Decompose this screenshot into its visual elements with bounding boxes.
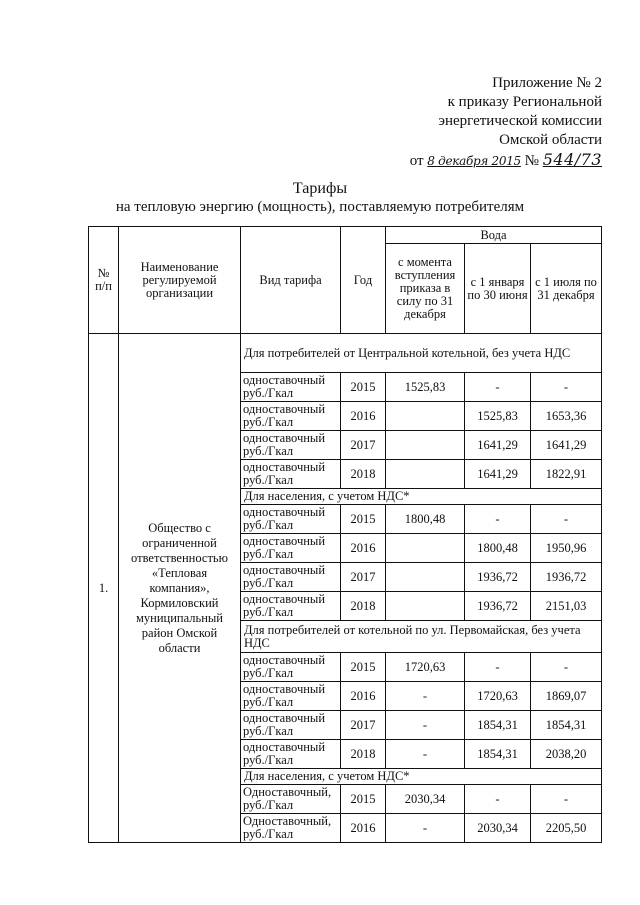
period-1-cell: 1720,63 — [386, 653, 465, 682]
year-cell: 2016 — [341, 402, 386, 431]
period-3-cell: 2205,50 — [531, 814, 602, 843]
period-1-cell: 1525,83 — [386, 373, 465, 402]
period-1-cell — [386, 402, 465, 431]
year-cell: 2015 — [341, 505, 386, 534]
section-title: Для потребителей от котельной по ул. Первомайская, без учета НДС — [241, 621, 602, 653]
order-prefix: от — [409, 153, 424, 169]
tariff-cell: одноставочный руб./Гкал — [241, 653, 341, 682]
year-cell: 2015 — [341, 653, 386, 682]
period-3-cell: 1854,31 — [531, 711, 602, 740]
section-title: Для населения, с учетом НДС* — [241, 769, 602, 785]
year-cell: 2018 — [341, 460, 386, 489]
tariff-cell: Одноставочный, руб./Гкал — [241, 785, 341, 814]
period-3-cell: 2151,03 — [531, 592, 602, 621]
period-1-cell: 1800,48 — [386, 505, 465, 534]
section-title: Для населения, с учетом НДС* — [241, 489, 602, 505]
period-1-cell: - — [386, 814, 465, 843]
tariff-cell: одноставочный руб./Гкал — [241, 563, 341, 592]
period-1-cell — [386, 563, 465, 592]
period-1-cell — [386, 460, 465, 489]
period-2-cell: 1936,72 — [465, 563, 531, 592]
header-org: Наименование регулируемой организации — [119, 227, 241, 334]
header-period-1: с момента вступления приказа в силу по 31 декабря — [386, 244, 465, 334]
period-2-cell: 1936,72 — [465, 592, 531, 621]
table-body — [89, 334, 602, 843]
period-3-cell: 1936,72 — [531, 563, 602, 592]
tariff-cell: одноставочный руб./Гкал — [241, 373, 341, 402]
header-period-3: с 1 июля по 31 декабря — [531, 244, 602, 334]
period-3-cell: 1950,96 — [531, 534, 602, 563]
header-num: № п/п — [89, 227, 119, 334]
organization-name: Общество с ограниченной ответственностью «Тепловая компания», Кормиловский муниципальный район Омской области — [119, 334, 241, 843]
year-cell: 2015 — [341, 785, 386, 814]
section-header-row — [89, 334, 602, 373]
tariff-table — [88, 226, 602, 843]
period-2-cell: - — [465, 785, 531, 814]
period-1-cell: - — [386, 740, 465, 769]
period-3-cell: 1822,91 — [531, 460, 602, 489]
tariff-cell: одноставочный руб./Гкал — [241, 505, 341, 534]
period-2-cell: 2030,34 — [465, 814, 531, 843]
period-2-cell: 1641,29 — [465, 460, 531, 489]
document-title: Тарифы — [292, 180, 348, 197]
tariff-cell: одноставочный руб./Гкал — [241, 592, 341, 621]
period-3-cell: 1653,36 — [531, 402, 602, 431]
tariff-cell: одноставочный руб./Гкал — [241, 460, 341, 489]
period-1-cell — [386, 534, 465, 563]
period-3-cell: 1869,07 — [531, 682, 602, 711]
order-number-handwritten: 544/73 — [542, 150, 602, 169]
period-1-cell: 2030,34 — [386, 785, 465, 814]
year-cell: 2016 — [341, 534, 386, 563]
year-cell: 2018 — [341, 592, 386, 621]
year-cell: 2017 — [341, 711, 386, 740]
tariff-cell: одноставочный руб./Гкал — [241, 682, 341, 711]
appendix-header — [410, 74, 602, 171]
appendix-line: Приложение № 2 — [492, 75, 602, 91]
period-2-cell: 1525,83 — [465, 402, 531, 431]
tariff-cell: одноставочный руб./Гкал — [241, 402, 341, 431]
appendix-line: энергетической комиссии — [438, 113, 602, 129]
period-1-cell: - — [386, 682, 465, 711]
period-2-cell: - — [465, 653, 531, 682]
section-title: Для потребителей от Центральной котельной, без учета НДС — [241, 334, 602, 373]
tariff-cell: одноставочный руб./Гкал — [241, 534, 341, 563]
document-subtitle: на тепловую энергию (мощность), поставляемую потребителям — [115, 199, 525, 215]
order-date-handwritten: 8 декабря 2015 — [427, 154, 521, 168]
period-2-cell: 1854,31 — [465, 711, 531, 740]
period-2-cell: 1720,63 — [465, 682, 531, 711]
tariff-cell: одноставочный руб./Гкал — [241, 711, 341, 740]
period-2-cell: - — [465, 505, 531, 534]
appendix-line: к приказу Региональной — [447, 94, 602, 110]
order-number-label: № — [524, 153, 539, 169]
period-2-cell: 1641,29 — [465, 431, 531, 460]
year-cell: 2016 — [341, 682, 386, 711]
year-cell: 2015 — [341, 373, 386, 402]
year-cell: 2018 — [341, 740, 386, 769]
tariff-cell: одноставочный руб./Гкал — [241, 740, 341, 769]
period-3-cell: - — [531, 373, 602, 402]
period-1-cell — [386, 592, 465, 621]
period-1-cell — [386, 431, 465, 460]
period-3-cell: - — [531, 785, 602, 814]
appendix-line: Омской области — [499, 132, 602, 148]
year-cell: 2017 — [341, 563, 386, 592]
tariff-cell: одноставочный руб./Гкал — [241, 431, 341, 460]
order-reference — [410, 150, 602, 171]
period-3-cell: 1641,29 — [531, 431, 602, 460]
period-2-cell: 1854,31 — [465, 740, 531, 769]
period-2-cell: - — [465, 373, 531, 402]
period-1-cell: - — [386, 711, 465, 740]
header-tariff-type: Вид тарифа — [241, 227, 341, 334]
period-2-cell: 1800,48 — [465, 534, 531, 563]
header-period-2: с 1 января по 30 июня — [465, 244, 531, 334]
row-number: 1. — [89, 334, 119, 843]
year-cell: 2016 — [341, 814, 386, 843]
period-3-cell: - — [531, 505, 602, 534]
header-water: Вода — [386, 227, 602, 244]
tariff-cell: Одноставочный, руб./Гкал — [241, 814, 341, 843]
header-year: Год — [341, 227, 386, 334]
year-cell: 2017 — [341, 431, 386, 460]
period-3-cell: - — [531, 653, 602, 682]
period-3-cell: 2038,20 — [531, 740, 602, 769]
